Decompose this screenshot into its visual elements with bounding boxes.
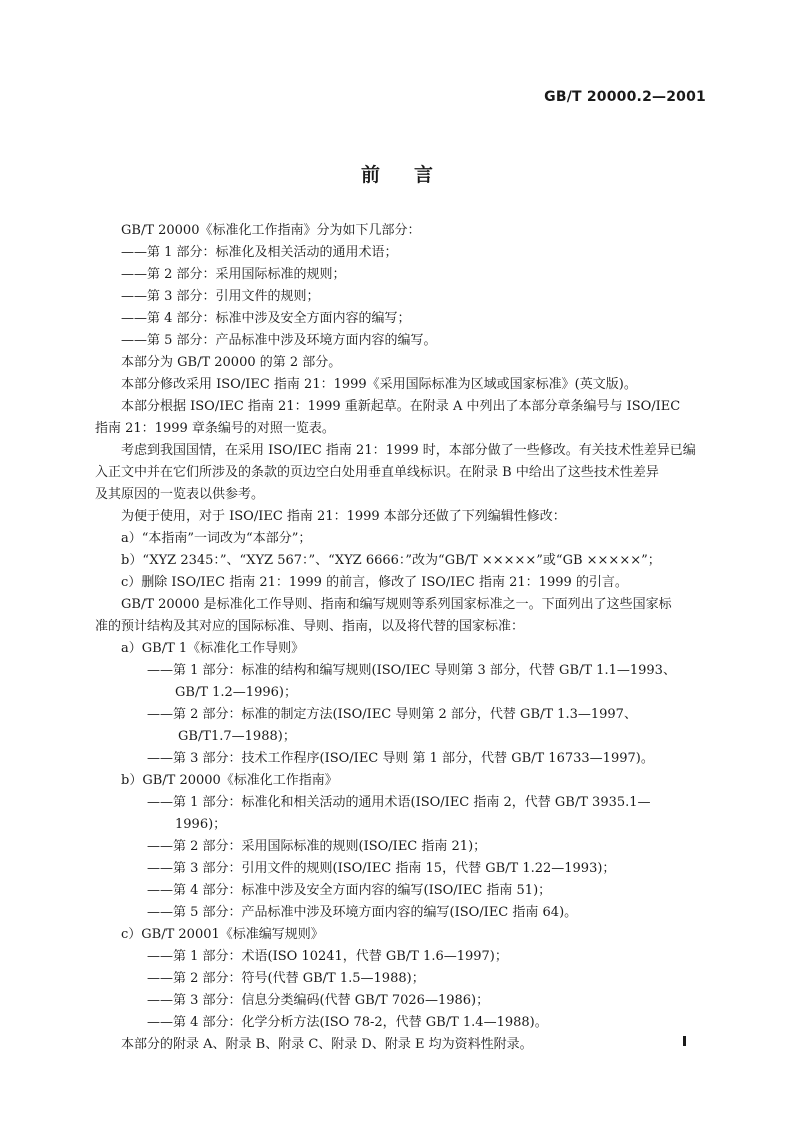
list-item: ——第 1 部分：术语(ISO 10241，代替 GB/T 1.6—1997)；: [147, 949, 508, 964]
text-line: 指南 21：1999 章条编号的对照一览表。: [95, 421, 335, 436]
list-item: ——第 3 部分：引用文件的规则；: [121, 289, 320, 304]
standard-code: GB/T 20000.2—2001: [544, 89, 706, 105]
list-item: ——第 2 部分：采用国际标准的规则；: [121, 267, 346, 282]
list-item: ——第 1 部分：标准化和相关活动的通用术语(ISO/IEC 指南 2，代替 GB/T 3935.1—: [147, 795, 651, 810]
list-item: a）“本指南”一词改为“本部分”；: [121, 531, 312, 546]
list-item: ——第 3 部分：引用文件的规则(ISO/IEC 指南 15，代替 GB/T 1.22—1993)；: [147, 861, 616, 876]
list-item: ——第 5 部分：产品标准中涉及环境方面内容的编写(ISO/IEC 指南 64)。: [147, 905, 578, 920]
text-line: 考虑到我国国情，在采用 ISO/IEC 指南 21：1999 时，本部分做了一些修改。有关技术性差异已编: [121, 443, 696, 458]
list-item: c）删除 ISO/IEC 指南 21：1999 的前言，修改了 ISO/IEC 指南 21：1999 的引言。: [121, 575, 628, 590]
page-number-mark: [683, 1036, 686, 1046]
list-item: ——第 1 部分：标准化及相关活动的通用术语；: [121, 245, 398, 260]
list-item: a）GB/T 1《标准化工作导则》: [121, 641, 305, 656]
list-item: b）GB/T 20000《标准化工作指南》: [121, 773, 338, 788]
list-item: ——第 2 部分：符号(代替 GB/T 1.5—1988)；: [147, 971, 425, 986]
list-item: ——第 1 部分：标准的结构和编写规则(ISO/IEC 导则第 3 部分，代替 GB/T 1.1—1993、: [147, 663, 676, 678]
list-item: b）“XYZ 2345：”、“XYZ 567：”、“XYZ 6666：”改为“GB/T ×××××”或“GB ×××××”；: [121, 553, 661, 568]
text-line: GB/T 1.2—1996)；: [175, 685, 297, 700]
text-line: 本部分根据 ISO/IEC 指南 21：1999 重新起草。在附录 A 中列出了本部分章条编号与 ISO/IEC: [121, 399, 681, 414]
list-item: ——第 3 部分：技术工作程序(ISO/IEC 导则 第 1 部分，代替 GB/T 16733—1997)。: [147, 751, 654, 766]
list-item: ——第 4 部分：化学分析方法(ISO 78-2，代替 GB/T 1.4—1988)。: [147, 1015, 548, 1030]
text-line: GB/T1.7—1988)；: [178, 729, 296, 744]
text-line: 准的预计结构及其对应的国际标准、导则、指南，以及将代替的国家标准：: [95, 619, 525, 634]
text-line: 为便于使用，对于 ISO/IEC 指南 21：1999 本部分还做了下列编辑性修改：: [121, 509, 566, 524]
list-item: ——第 5 部分：产品标准中涉及环境方面内容的编写。: [121, 333, 437, 348]
list-item: c）GB/T 20001《标准编写规则》: [121, 927, 324, 942]
text-line: 及其原因的一览表以供参考。: [95, 487, 265, 502]
list-item: ——第 4 部分：标准中涉及安全方面内容的编写(ISO/IEC 指南 51)；: [147, 883, 552, 898]
text-line: GB/T 20000《标准化工作指南》分为如下几部分：: [121, 223, 421, 238]
list-item: ——第 3 部分：信息分类编码(代替 GB/T 7026—1986)；: [147, 993, 490, 1008]
list-item: ——第 2 部分：标准的制定方法(ISO/IEC 导则第 2 部分，代替 GB/T 1.3—1997、: [147, 707, 637, 722]
text-line: 入正文中并在它们所涉及的条款的页边空白处用垂直单线标识。在附录 B 中给出了这些技术性差异: [95, 465, 659, 480]
text-line: 本部分修改采用 ISO/IEC 指南 21：1999《采用国际标准为区域或国家标准》(英文版)。: [121, 377, 637, 392]
text-line: 本部分的附录 A、附录 B、附录 C、附录 D、附录 E 均为资料性附录。: [121, 1037, 533, 1052]
list-item: ——第 2 部分：采用国际标准的规则(ISO/IEC 指南 21)；: [147, 839, 487, 854]
text-line: 本部分为 GB/T 20000 的第 2 部分。: [121, 355, 342, 370]
text-line: 1996)；: [175, 817, 227, 832]
page-title: 前言: [360, 164, 467, 186]
list-item: ——第 4 部分：标准中涉及安全方面内容的编写；: [121, 311, 411, 326]
text-line: GB/T 20000 是标准化工作导则、指南和编写规则等系列国家标准之一。下面列出了这些国家标: [121, 597, 672, 612]
